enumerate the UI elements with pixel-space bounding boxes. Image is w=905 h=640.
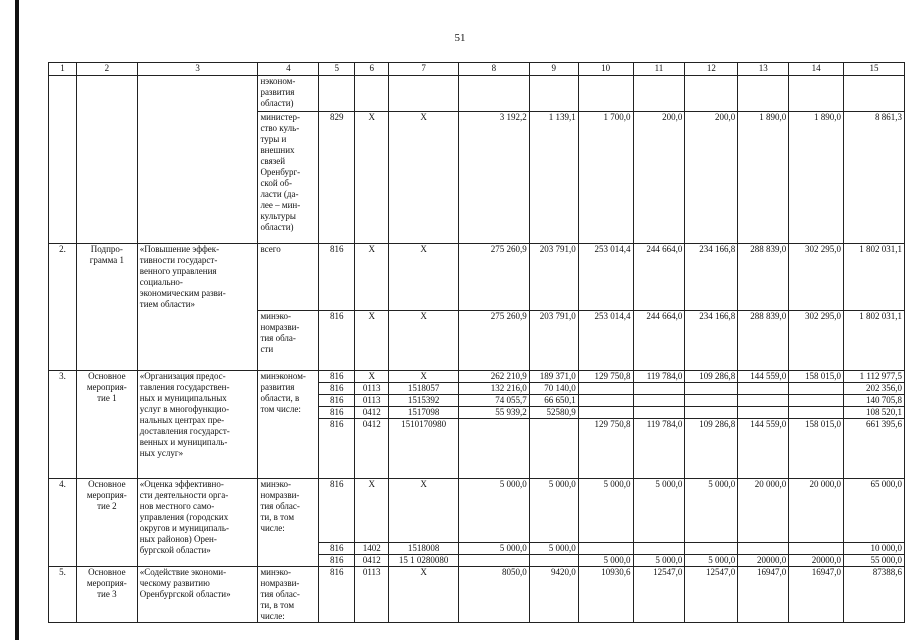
cell-c8 [459,76,530,112]
cell-c6: 0113 [355,382,389,394]
cell-c1: 5. [49,566,77,622]
cell-c7: 1518057 [389,382,459,394]
cell-c7: 1518008 [389,542,459,554]
cell-c9: 203 791,0 [529,244,578,311]
cell-c1: 4. [49,478,77,566]
cell-c9 [529,554,578,566]
cell-c2 [76,310,137,370]
header-col-5: 5 [319,63,355,76]
header-col-8: 8 [459,63,530,76]
cell-c9: 52580,9 [529,406,578,418]
cell-c2: Основное мероприя- тие 2 [76,478,137,566]
cell-c12: 12547,0 [685,566,738,622]
cell-c10: 129 750,8 [578,370,633,382]
cell-c13: 288 839,0 [738,310,789,370]
cell-c9: 9420,0 [529,566,578,622]
cell-c8: 275 260,9 [459,310,530,370]
table-row [49,112,905,244]
cell-c6: 0412 [355,554,389,566]
header-col-11: 11 [633,63,685,76]
cell-c10: 5 000,0 [578,478,633,542]
cell-c14 [789,76,844,112]
cell-c8: 132 216,0 [459,382,530,394]
cell-c2: Основное мероприя- тие 3 [76,566,137,622]
cell-c12: 109 286,8 [685,370,738,382]
cell-c11 [633,542,685,554]
cell-c3: «Организация предос- тавления государствен- ных и муниципальных услуг в многофункцио- нальных центрах пре- доставления государст- венных и муниципаль- ных услуг» [137,370,258,478]
cell-c6: 0113 [355,566,389,622]
cell-c13 [738,382,789,394]
cell-c15: 8 861,3 [844,112,905,244]
cell-c13: 144 559,0 [738,370,789,382]
cell-c1 [49,76,77,112]
cell-c14 [789,382,844,394]
cell-c14 [789,394,844,406]
cell-c13: 16947,0 [738,566,789,622]
cell-c10: 1 700,0 [578,112,633,244]
cell-c1 [49,112,77,244]
cell-c6 [355,76,389,112]
cell-c4: минэко- номразви- тия облас- ти, в том числе: [258,478,319,566]
header-col-12: 12 [685,63,738,76]
cell-c5: 816 [319,554,355,566]
cell-c14: 158 015,0 [789,370,844,382]
cell-c2 [76,76,137,112]
table-row [49,310,905,370]
cell-c13: 1 890,0 [738,112,789,244]
header-col-14: 14 [789,63,844,76]
cell-c12 [685,76,738,112]
cell-c1 [49,310,77,370]
table-row [49,76,905,112]
table-row [49,244,905,311]
cell-c5: 816 [319,394,355,406]
cell-c4: министер- ство куль- туры и внешних связей Оренбург- ской об- ласти (да- лее – мин- культуры области) [258,112,319,244]
cell-c15: 1 802 031,1 [844,310,905,370]
cell-c11: 5 000,0 [633,554,685,566]
table-row [49,566,905,622]
cell-c7: X [389,310,459,370]
header-col-7: 7 [389,63,459,76]
cell-c10 [578,542,633,554]
cell-c15: 140 705,8 [844,394,905,406]
cell-c14: 158 015,0 [789,418,844,478]
cell-c7: 1517098 [389,406,459,418]
header-col-1: 1 [49,63,77,76]
cell-c11 [633,382,685,394]
cell-c3 [137,112,258,244]
cell-c10 [578,394,633,406]
cell-c11: 12547,0 [633,566,685,622]
cell-c6: 0113 [355,394,389,406]
cell-c2: Основное мероприя- тие 1 [76,370,137,478]
cell-c10 [578,382,633,394]
cell-c5: 816 [319,406,355,418]
cell-c15: 55 000,0 [844,554,905,566]
cell-c7: X [389,478,459,542]
cell-c14 [789,542,844,554]
header-col-9: 9 [529,63,578,76]
cell-c7: 1515392 [389,394,459,406]
cell-c3: «Оценка эффективно- сти деятельности орга- нов местного само- управления (городских округов и муниципаль- ных районов) Орен- бургской области» [137,478,258,566]
cell-c11: 119 784,0 [633,370,685,382]
cell-c9: 1 139,1 [529,112,578,244]
cell-c6: X [355,370,389,382]
cell-c14: 20000,0 [789,554,844,566]
cell-c4: нэконом- развития области) [258,76,319,112]
cell-c9: 70 140,0 [529,382,578,394]
cell-c5: 829 [319,112,355,244]
cell-c4: минэко- номразви- тия облас- ти, в том числе: [258,566,319,622]
cell-c13: 144 559,0 [738,418,789,478]
table-row [49,370,905,382]
cell-c8: 275 260,9 [459,244,530,311]
cell-c8: 74 055,7 [459,394,530,406]
cell-c3 [137,310,258,370]
cell-c14: 302 295,0 [789,310,844,370]
cell-c6: 1402 [355,542,389,554]
header-col-15: 15 [844,63,905,76]
cell-c10: 5 000,0 [578,554,633,566]
cell-c7: X [389,566,459,622]
budget-table [48,62,905,623]
cell-c11 [633,394,685,406]
cell-c8: 55 939,2 [459,406,530,418]
cell-c11: 200,0 [633,112,685,244]
cell-c7 [389,76,459,112]
cell-c5: 816 [319,370,355,382]
header-col-3: 3 [137,63,258,76]
cell-c9: 5 000,0 [529,542,578,554]
cell-c11: 244 664,0 [633,244,685,311]
cell-c13: 288 839,0 [738,244,789,311]
cell-c9: 189 371,0 [529,370,578,382]
cell-c6: 0412 [355,406,389,418]
cell-c12 [685,406,738,418]
cell-c12: 200,0 [685,112,738,244]
cell-c15: 1 112 977,5 [844,370,905,382]
cell-c12: 234 166,8 [685,310,738,370]
cell-c2 [76,112,137,244]
cell-c7: 1510170980 [389,418,459,478]
cell-c15: 65 000,0 [844,478,905,542]
cell-c15 [844,76,905,112]
cell-c12: 234 166,8 [685,244,738,311]
cell-c1: 2. [49,244,77,311]
cell-c12 [685,542,738,554]
header-col-4: 4 [258,63,319,76]
cell-c12: 5 000,0 [685,478,738,542]
cell-c7: 15 1 0280080 [389,554,459,566]
cell-c10 [578,406,633,418]
cell-c9: 5 000,0 [529,478,578,542]
cell-c14 [789,406,844,418]
cell-c5: 816 [319,310,355,370]
cell-c8: 3 192,2 [459,112,530,244]
cell-c5: 816 [319,382,355,394]
header-col-6: 6 [355,63,389,76]
cell-c12: 5 000,0 [685,554,738,566]
cell-c15: 1 802 031,1 [844,244,905,311]
cell-c10 [578,76,633,112]
cell-c12: 109 286,8 [685,418,738,478]
cell-c15: 10 000,0 [844,542,905,554]
scan-edge-bar [15,0,19,640]
cell-c5: 816 [319,418,355,478]
cell-c12 [685,394,738,406]
cell-c9: 66 650,1 [529,394,578,406]
cell-c11 [633,76,685,112]
cell-c6: X [355,244,389,311]
cell-c13: 20000,0 [738,554,789,566]
cell-c9 [529,76,578,112]
cell-c4: всего [258,244,319,311]
cell-c8: 5 000,0 [459,542,530,554]
cell-c13 [738,406,789,418]
cell-c8: 5 000,0 [459,478,530,542]
cell-c14: 20 000,0 [789,478,844,542]
cell-c5: 816 [319,542,355,554]
cell-c6: X [355,310,389,370]
cell-c8 [459,418,530,478]
cell-c11: 5 000,0 [633,478,685,542]
cell-c13 [738,76,789,112]
cell-c6: 0412 [355,418,389,478]
cell-c10: 253 014,4 [578,310,633,370]
cell-c4: минэко- номразви- тия обла- сти [258,310,319,370]
cell-c2: Подпро- грамма 1 [76,244,137,311]
cell-c7: X [389,370,459,382]
cell-c9 [529,418,578,478]
cell-c11: 119 784,0 [633,418,685,478]
cell-c6: X [355,112,389,244]
cell-c11 [633,406,685,418]
cell-c5: 816 [319,478,355,542]
cell-c14: 16947,0 [789,566,844,622]
cell-c14: 302 295,0 [789,244,844,311]
cell-c10: 10930,6 [578,566,633,622]
cell-c6: X [355,478,389,542]
cell-c8 [459,554,530,566]
cell-c9: 203 791,0 [529,310,578,370]
cell-c15: 202 356,0 [844,382,905,394]
cell-c13 [738,394,789,406]
cell-c11: 244 664,0 [633,310,685,370]
cell-c5: 816 [319,566,355,622]
cell-c8: 8050,0 [459,566,530,622]
cell-c3: «Повышение эффек- тивности государст- венного управления социально- экономическим разви- тием области» [137,244,258,311]
cell-c15: 661 395,6 [844,418,905,478]
page-number: 51 [454,32,466,44]
cell-c10: 253 014,4 [578,244,633,311]
header-col-13: 13 [738,63,789,76]
cell-c1: 3. [49,370,77,478]
table-row [49,478,905,542]
cell-c7: X [389,244,459,311]
cell-c3 [137,76,258,112]
cell-c3: «Содействие экономи- ческому развитию Оренбургской области» [137,566,258,622]
cell-c7: X [389,112,459,244]
header-row [49,63,905,76]
cell-c8: 262 210,9 [459,370,530,382]
cell-c5: 816 [319,244,355,311]
header-col-2: 2 [76,63,137,76]
cell-c5 [319,76,355,112]
cell-c12 [685,382,738,394]
cell-c4: минэконом- развития области, в том числе: [258,370,319,478]
cell-c14: 1 890,0 [789,112,844,244]
cell-c15: 108 520,1 [844,406,905,418]
cell-c10: 129 750,8 [578,418,633,478]
cell-c13 [738,542,789,554]
cell-c15: 87388,6 [844,566,905,622]
cell-c13: 20 000,0 [738,478,789,542]
header-col-10: 10 [578,63,633,76]
